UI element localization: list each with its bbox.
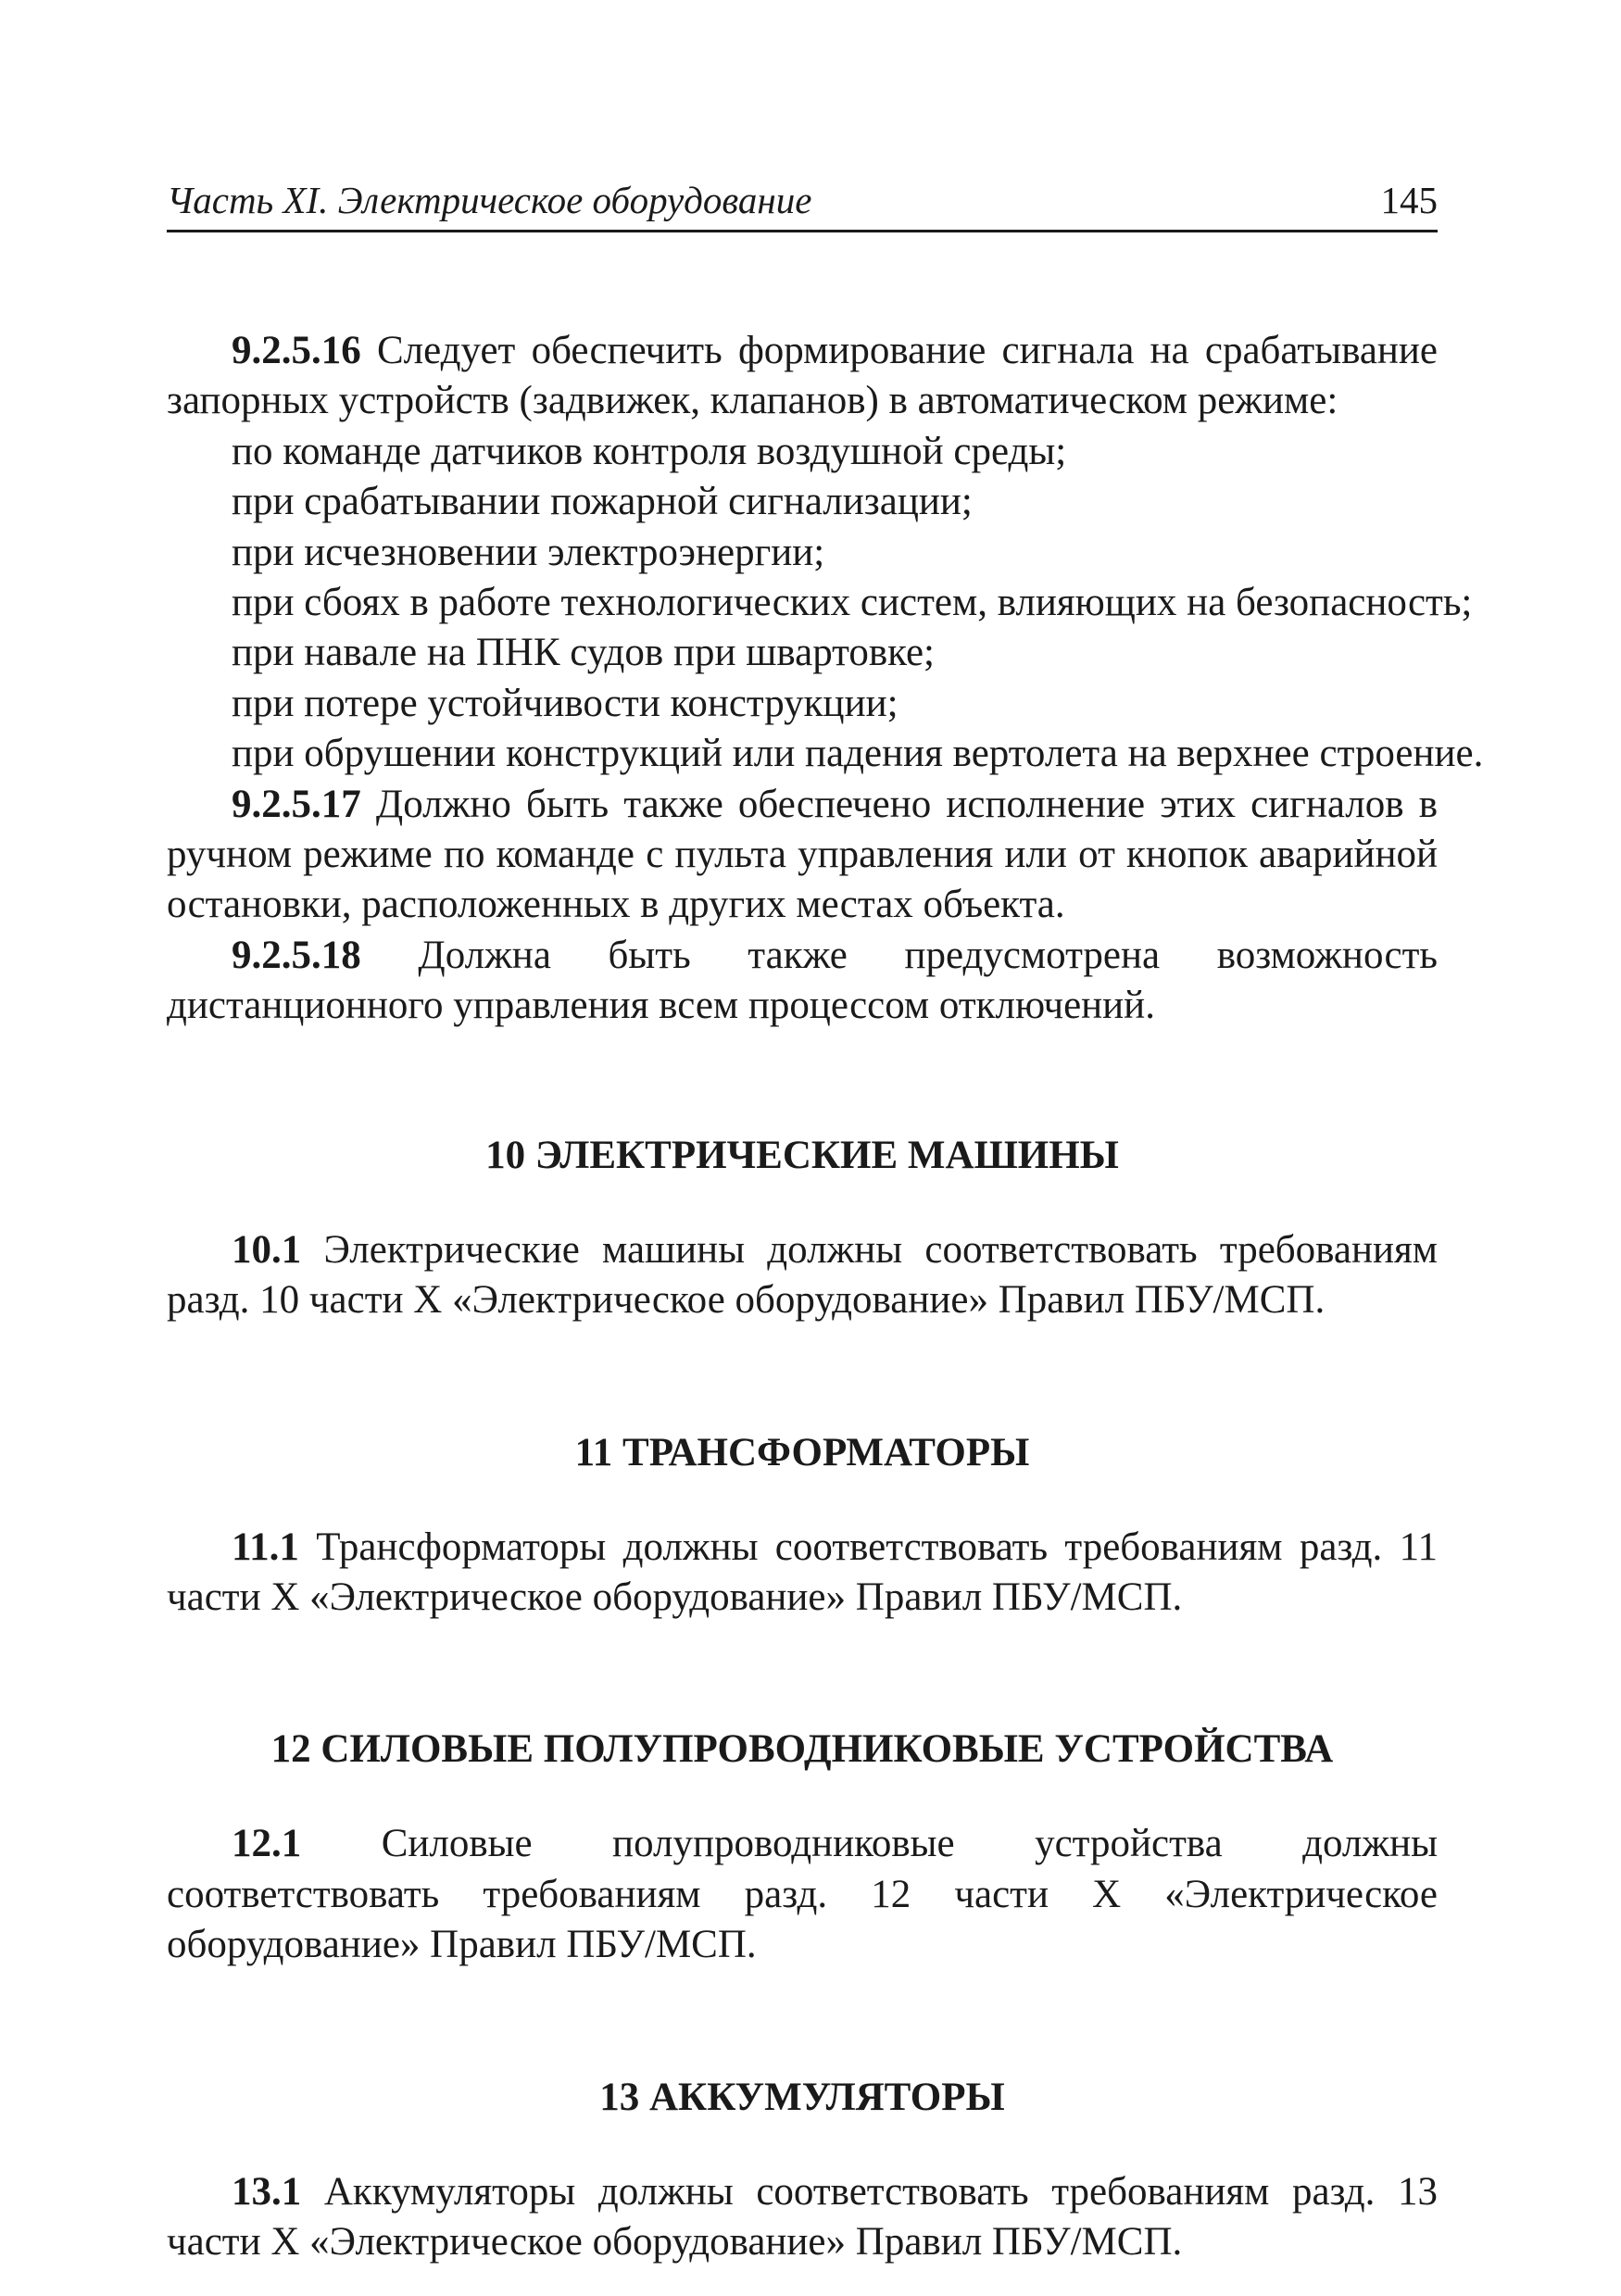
page-number: 145 [1380, 179, 1438, 221]
section-heading-10: 10 ЭЛЕКТРИЧЕСКИЕ МАШИНЫ [485, 1133, 1119, 1177]
clause-text: Силовые полупроводниковые устройства должны соответствовать требованиям разд. 12 части X «Электрическое оборудование» Правил ПБУ/МСП. [167, 1822, 1438, 1967]
running-header-title: Часть XI. Электрическое оборудование [167, 179, 812, 221]
clause-number: 9.2.5.17 [232, 782, 361, 826]
page-content [167, 326, 1484, 2267]
clause-text: Аккумуляторы должны соответствовать требованиям разд. 13 части X «Электрическое оборудование» Правил ПБУ/МСП. [167, 2169, 1438, 2264]
clause-text: Электрические машины должны соответствовать требованиям разд. 10 части X «Электрическое оборудование» Правил ПБУ/МСП. [167, 1227, 1438, 1323]
paragraph-9-2-5-18 [167, 931, 1438, 1032]
list-item: при потере устойчивости конструкции; [232, 681, 898, 725]
list-item: при исчезновении электроэнергии; [232, 530, 825, 574]
paragraph-9-2-5-16 [167, 326, 1438, 427]
clause-number: 13.1 [232, 2169, 302, 2214]
clause-number: 10.1 [232, 1227, 302, 1272]
clause-text: Должна быть также предусмотрена возможность дистанционного управления всем процессом отключений. [167, 933, 1439, 1028]
paragraph-12-1 [167, 1819, 1438, 1970]
section-heading-11: 11 ТРАНСФОРМАТОРЫ [574, 1430, 1030, 1474]
section-heading-12: 12 СИЛОВЫЕ ПОЛУПРОВОДНИКОВЫЕ УСТРОЙСТВА [270, 1727, 1334, 1772]
clause-text: Следует обеспечить формирование сигнала на срабатывание запорных устройств (задвижек, клапанов) в автоматическом режиме: [167, 329, 1439, 423]
running-header [167, 174, 1438, 232]
clause-number: 9.2.5.16 [232, 329, 361, 372]
list-item: при сбоях в работе технологических систем, влияющих на безопасность; [232, 581, 1473, 625]
list-item: при навале на ПНК судов при швартовке; [232, 631, 936, 675]
clause-number: 11.1 [232, 1524, 299, 1569]
section-heading-13: 13 АККУМУЛЯТОРЫ [599, 2075, 1005, 2119]
clause-text: Трансформаторы должны соответствовать требованиям разд. 11 части X «Электрическое оборудование» Правил ПБУ/МСП. [167, 1524, 1438, 1619]
clause-number: 9.2.5.18 [232, 933, 361, 977]
list-item: при обрушении конструкций или падения вертолета на верхнее строение. [232, 732, 1484, 776]
paragraph-10-1 [167, 1225, 1438, 1326]
list-item: при срабатывании пожарной сигнализации; [232, 480, 973, 524]
paragraph-11-1 [167, 1523, 1438, 1624]
paragraph-13-1 [167, 2167, 1438, 2268]
paragraph-9-2-5-17 [167, 780, 1438, 931]
clause-text: Должно быть также обеспечено исполнение этих сигналов в ручном режиме по команде с пульта управления или от кнопок аварийной остановки, расположенных в других местах объекта. [167, 782, 1438, 927]
clause-number: 12.1 [232, 1822, 302, 1866]
list-item: по команде датчиков контроля воздушной среды; [232, 429, 1067, 473]
